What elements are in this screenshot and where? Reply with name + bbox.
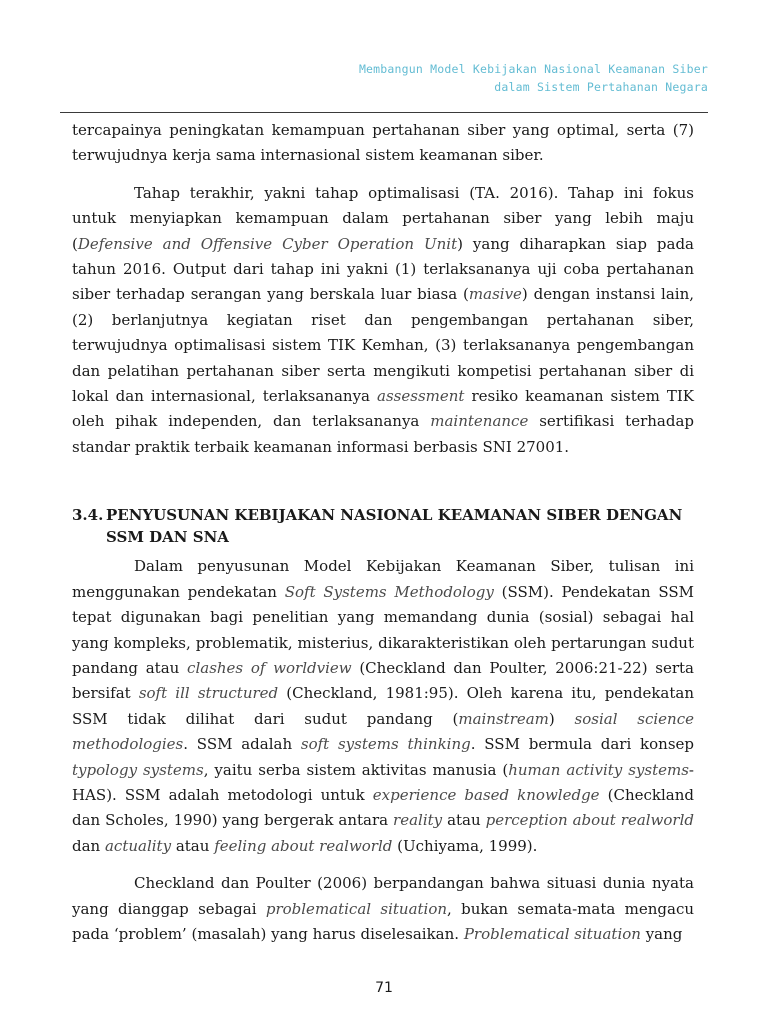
italic-term: feeling about realworld xyxy=(214,836,393,855)
italic-term: Defensive and Offensive Cyber Operation Unit xyxy=(77,234,458,253)
paragraph-continuation: tercapainya peningkatan kemampuan pertahanan siber yang optimal, serta (7) terwujudnya kerja sama internasional sistem keamanan siber. xyxy=(72,121,694,165)
italic-term: sosial science methodologies xyxy=(72,709,694,754)
body-text xyxy=(72,118,694,947)
running-header xyxy=(359,60,708,96)
running-header-line-2: dalam Sistem Pertahanan Negara xyxy=(494,80,708,94)
italic-term: typology systems xyxy=(72,760,204,779)
italic-term: human activity systems xyxy=(508,760,689,779)
italic-term: Problematical situation xyxy=(463,924,641,943)
header-divider xyxy=(60,112,708,113)
italic-term: soft ill structured xyxy=(138,684,279,703)
section-number: 3.4. xyxy=(72,506,104,525)
italic-term: soft systems thinking xyxy=(300,735,471,754)
italic-term: perception about realworld xyxy=(485,811,694,830)
italic-term: masive xyxy=(468,285,522,304)
italic-term: actuality xyxy=(104,836,172,855)
italic-term: clashes of worldview xyxy=(187,658,352,677)
italic-term: problematical situation xyxy=(265,899,448,918)
italic-term: maintenance xyxy=(430,412,529,431)
running-header-line-1: Membangun Model Kebijakan Nasional Keamanan Siber xyxy=(358,62,708,76)
page-number: 71 xyxy=(375,980,393,996)
italic-term: assessment xyxy=(377,387,465,406)
italic-term: mainstream xyxy=(458,709,549,728)
italic-term: experience based knowledge xyxy=(372,785,600,804)
paragraph-ssm-approach: Dalam penyusunan Model Kebijakan Keamanan Siber, tulisan ini menggunakan pendekatan Soft Systems Methodology (SSM). Pendekatan SSM tepat digunakan bagi penelitian yang memandang dunia (sosial) sebagai hal yang kompleks, problematik, misterius, dikarakteristikan oleh pertarungan sudut pandang atau clashes of worldview (Checkland dan Poulter, 2006:21-22) serta bersifat soft ill structured (Checkland, 1981:95). Oleh karena itu, pendekatan SSM tidak dilihat dari sudut pandang (mainstream) sosial science methodologies. SSM adalah soft systems thinking. SSM bermula dari konsep typology systems, yaitu serba sistem aktivitas manusia (human activity systems-HAS). SSM adalah metodologi untuk experience based knowledge (Checkland dan Scholes, 1990) yang bergerak antara reality atau perception about realworld dan actuality atau feeling about realworld (Uchiyama, 1999). xyxy=(72,557,695,855)
italic-term: Soft Systems Methodology xyxy=(284,582,494,601)
section-title: PENYUSUNAN KEBIJAKAN NASIONAL KEAMANAN SIBER DENGAN SSM DAN SNA xyxy=(106,506,683,547)
paragraph-optimization-stage: Tahap terakhir, yakni tahap optimalisasi (TA. 2016). Tahap ini fokus untuk menyiapkan kemampuan dalam pertahanan siber yang lebih maju (Defensive and Offensive Cyber Operation Unit) yang diharapkan siap pada tahun 2016. Output dari tahap ini yakni (1) terlaksananya uji coba pertahanan siber terhadap serangan yang berskala luar biasa (masive) dengan instansi lain, (2) berlanjutnya kegiatan riset dan pengembangan pertahanan siber, terwujudnya optimalisasi sistem TIK Kemhan, (3) terlaksananya pengembangan dan pelatihan pertahanan siber serta mengikuti kompetisi pertahanan siber di lokal dan internasional, terlaksananya assessment resiko keamanan sistem TIK oleh pihak independen, dan terlaksananya maintenance sertifikasi terhadap standar praktik terbaik keamanan informasi berbasis SNI 27001. xyxy=(72,183,695,456)
italic-term: reality xyxy=(393,811,443,830)
paragraph-problematical-situation: Checkland dan Poulter (2006) berpandangan bahwa situasi dunia nyata yang dianggap sebagai problematical situation, bukan semata-mata mengacu pada ‘problem’ (masalah) yang harus diselesaikan. Problematical situation yang xyxy=(72,874,695,943)
section-heading xyxy=(72,504,694,548)
